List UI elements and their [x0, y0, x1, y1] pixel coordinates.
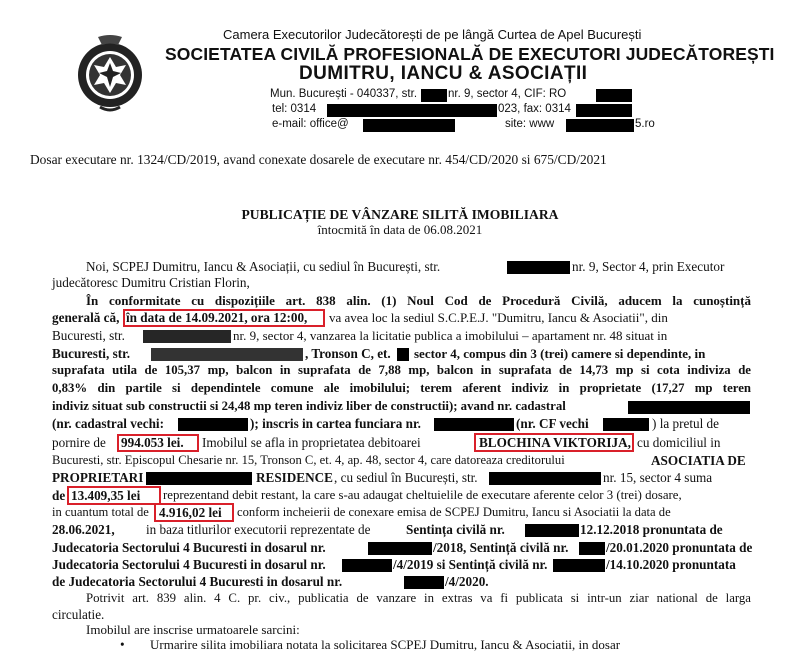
- body-line: nr. 15, sector 4 suma: [603, 470, 713, 485]
- body-line: circulatie.: [52, 607, 105, 622]
- body-line: , cu sediul în București, str.: [334, 470, 478, 485]
- burden-item: Urmarire silita imobiliara notata la solicitarea SCPEJ Dumitru, Iancu & Asociatii, in dosar: [150, 637, 621, 652]
- redaction: [507, 261, 570, 274]
- burdens-heading: Imobilul are inscrise urmatoarele sarcini:: [86, 622, 300, 637]
- redaction: [327, 104, 497, 117]
- body-line: conform incheierii de conexare emisa de SCPEJ Dumitru, Iancu si Asociatii la data de: [237, 505, 671, 519]
- fax-line: 023, fax: 0314: [498, 103, 571, 115]
- body-line: Potrivit art. 839 alin. 4 C. pr. civ., publicatia de vanzare in extras va fi publicata si intr-un ziar national de larga: [86, 591, 751, 605]
- body-line: de: [52, 488, 66, 503]
- seal-emblem-icon: [76, 33, 144, 115]
- redaction: [151, 348, 303, 361]
- document-title: PUBLICAȚIE DE VÂNZARE SILITĂ IMOBILIARA: [241, 207, 559, 222]
- body-line: in baza titlurilor executorii reprezentate de: [146, 522, 371, 537]
- body-line: suprafata utila de 105,37 mp, balcon in suprafata de 7,88 mp, balcon in suprafata de 14,73 mp si cota indiviza de: [52, 363, 751, 377]
- body-line: Sentința civilă nr.: [406, 522, 505, 537]
- address-line: Mun. București - 040337, str.: [270, 88, 418, 100]
- body-line: va avea loc la sediul S.C.P.E.J. "Dumitru, Iancu & Asociatii", din: [329, 310, 668, 325]
- chamber-name: Camera Executorilor Judecătorești de pe lângă Curtea de Apel București: [223, 27, 642, 42]
- intro-text-b: nr. 9, Sector 4, prin Executor: [572, 259, 725, 274]
- body-line: generală că,: [52, 310, 120, 325]
- redaction: [434, 418, 514, 431]
- body-line: 12.12.2018 pronuntata de: [580, 522, 723, 537]
- body-line: pornire de: [52, 435, 106, 450]
- intro-text: Noi, SCPEJ Dumitru, Iancu & Asociații, cu sediul în București, str.: [86, 259, 441, 274]
- creditor-name: ASOCIATIA DE: [651, 453, 746, 468]
- highlight-box: [123, 309, 325, 327]
- body-line: ) la pretul de: [652, 416, 720, 431]
- redaction: [143, 330, 231, 343]
- body-line: , Tronson C, et.: [305, 346, 391, 361]
- body-line: Bucuresti, str.: [52, 346, 131, 361]
- highlight-box: [154, 503, 234, 522]
- case-number: Dosar executare nr. 1324/CD/2019, avand conexate dosarele de executare nr. 454/CD/2020 si 675/CD/2021: [30, 152, 607, 167]
- redaction: [397, 348, 409, 361]
- phone-line: tel: 0314: [272, 103, 317, 115]
- highlight-box: [117, 434, 199, 452]
- redaction: [553, 559, 605, 572]
- redaction: [566, 119, 634, 132]
- body-line: sector 4, compus din 3 (trei) camere si dependinte, in: [414, 346, 706, 361]
- bullet-icon: •: [120, 637, 125, 652]
- redaction: [368, 542, 432, 555]
- body-line: cu domiciliul in: [637, 435, 721, 450]
- body-line: (nr. cadastral vechi:: [52, 416, 164, 431]
- debt-amount: 13.409,35 lei: [71, 488, 141, 503]
- redaction: [363, 119, 455, 132]
- body-line: Bucuresti, str.: [52, 328, 125, 343]
- redaction: [579, 542, 605, 555]
- company-partners: DUMITRU, IANCU & ASOCIAȚII: [299, 63, 588, 84]
- body-line: ); inscris in cartea funciara nr.: [250, 416, 421, 431]
- highlight-box: [474, 433, 634, 452]
- body-line: de Judecatoria Sectorului 4 Bucuresti in dosarul nr.: [52, 574, 343, 589]
- body-line: Imobilul se afla in proprietatea debitoarei: [202, 435, 421, 450]
- body-line: În conformitate cu dispozițiile art. 838 alin. (1) Noul Cod de Procedură Civilă, aducem la cunoștință: [86, 293, 751, 308]
- email-line: e-mail: office@: [272, 118, 349, 130]
- auction-date: în data de 14.09.2021, ora 12:00,: [126, 310, 308, 325]
- redaction: [146, 472, 252, 485]
- redaction: [404, 576, 444, 589]
- body-line: 0,83% din partile si dependintele comune ale imobilului; terem aferent indiviz in proprietate (17,27 mp teren: [52, 381, 751, 395]
- redaction: [489, 472, 601, 485]
- body-line: /2018, Sentință civilă nr.: [433, 540, 569, 555]
- body-line: Bucuresti, str. Episcopul Chesarie nr. 15, Tronson C, et. 4, ap. 48, sector 4, care datoreaza creditorului: [52, 453, 565, 467]
- document-subtitle: întocmită în data de 06.08.2021: [317, 222, 483, 237]
- body-line: (nr. CF vechi: [516, 416, 589, 431]
- body-line: in cuantum total de: [52, 505, 149, 519]
- redaction: [178, 418, 248, 431]
- redaction: [421, 89, 447, 102]
- site-line: site: www: [505, 118, 555, 130]
- body-line: reprezentand debit restant, la care s-au adaugat cheltuielile de executare aferente celor 3 (trei) dosare,: [163, 488, 682, 502]
- debtor-name: BLOCHINA VIKTORIJA,: [479, 435, 631, 450]
- highlight-box: [67, 486, 161, 505]
- body-line: nr. 9, sector 4, vanzarea la licitatie publica a imobilului – apartament nr. 48 situat in: [233, 328, 668, 343]
- body-line: /4/2020.: [445, 574, 489, 589]
- body-line: Judecatoria Sectorului 4 Bucuresti in dosarul nr.: [52, 540, 326, 555]
- body-line: Judecatoria Sectorului 4 Bucuresti in dosarul nr.: [52, 557, 326, 572]
- intro-text-c: judecătoresc Dumitru Cristian Florin,: [52, 275, 250, 290]
- letterhead: [0, 0, 800, 150]
- creditor-name: PROPRIETARI: [52, 470, 144, 485]
- site-line-b: 5.ro: [635, 118, 655, 130]
- redaction: [628, 401, 750, 414]
- body-line: /14.10.2020 pronuntata: [606, 557, 736, 572]
- redaction: [596, 89, 632, 102]
- creditor-name: RESIDENCE: [256, 470, 333, 485]
- address-line-b: nr. 9, sector 4, CIF: RO: [448, 88, 567, 100]
- redaction: [342, 559, 392, 572]
- body-line: 28.06.2021,: [52, 522, 115, 537]
- redaction: [603, 418, 649, 431]
- company-name: SOCIETATEA CIVILĂ PROFESIONALĂ DE EXECUTORI JUDECĂTOREȘTI: [165, 44, 775, 64]
- body-line: indiviz situat sub constructii si 24,48 mp teren indiviz liber de constructii); avand nr. cadastral: [52, 399, 566, 413]
- starting-price: 994.053 lei.: [121, 435, 184, 450]
- redaction: [576, 104, 632, 117]
- body-line: /20.01.2020 pronuntata de: [606, 540, 753, 555]
- execution-costs: 4.916,02 lei: [159, 505, 222, 520]
- redaction: [525, 524, 579, 537]
- body-line: /4/2019 si Sentință civilă nr.: [393, 557, 548, 572]
